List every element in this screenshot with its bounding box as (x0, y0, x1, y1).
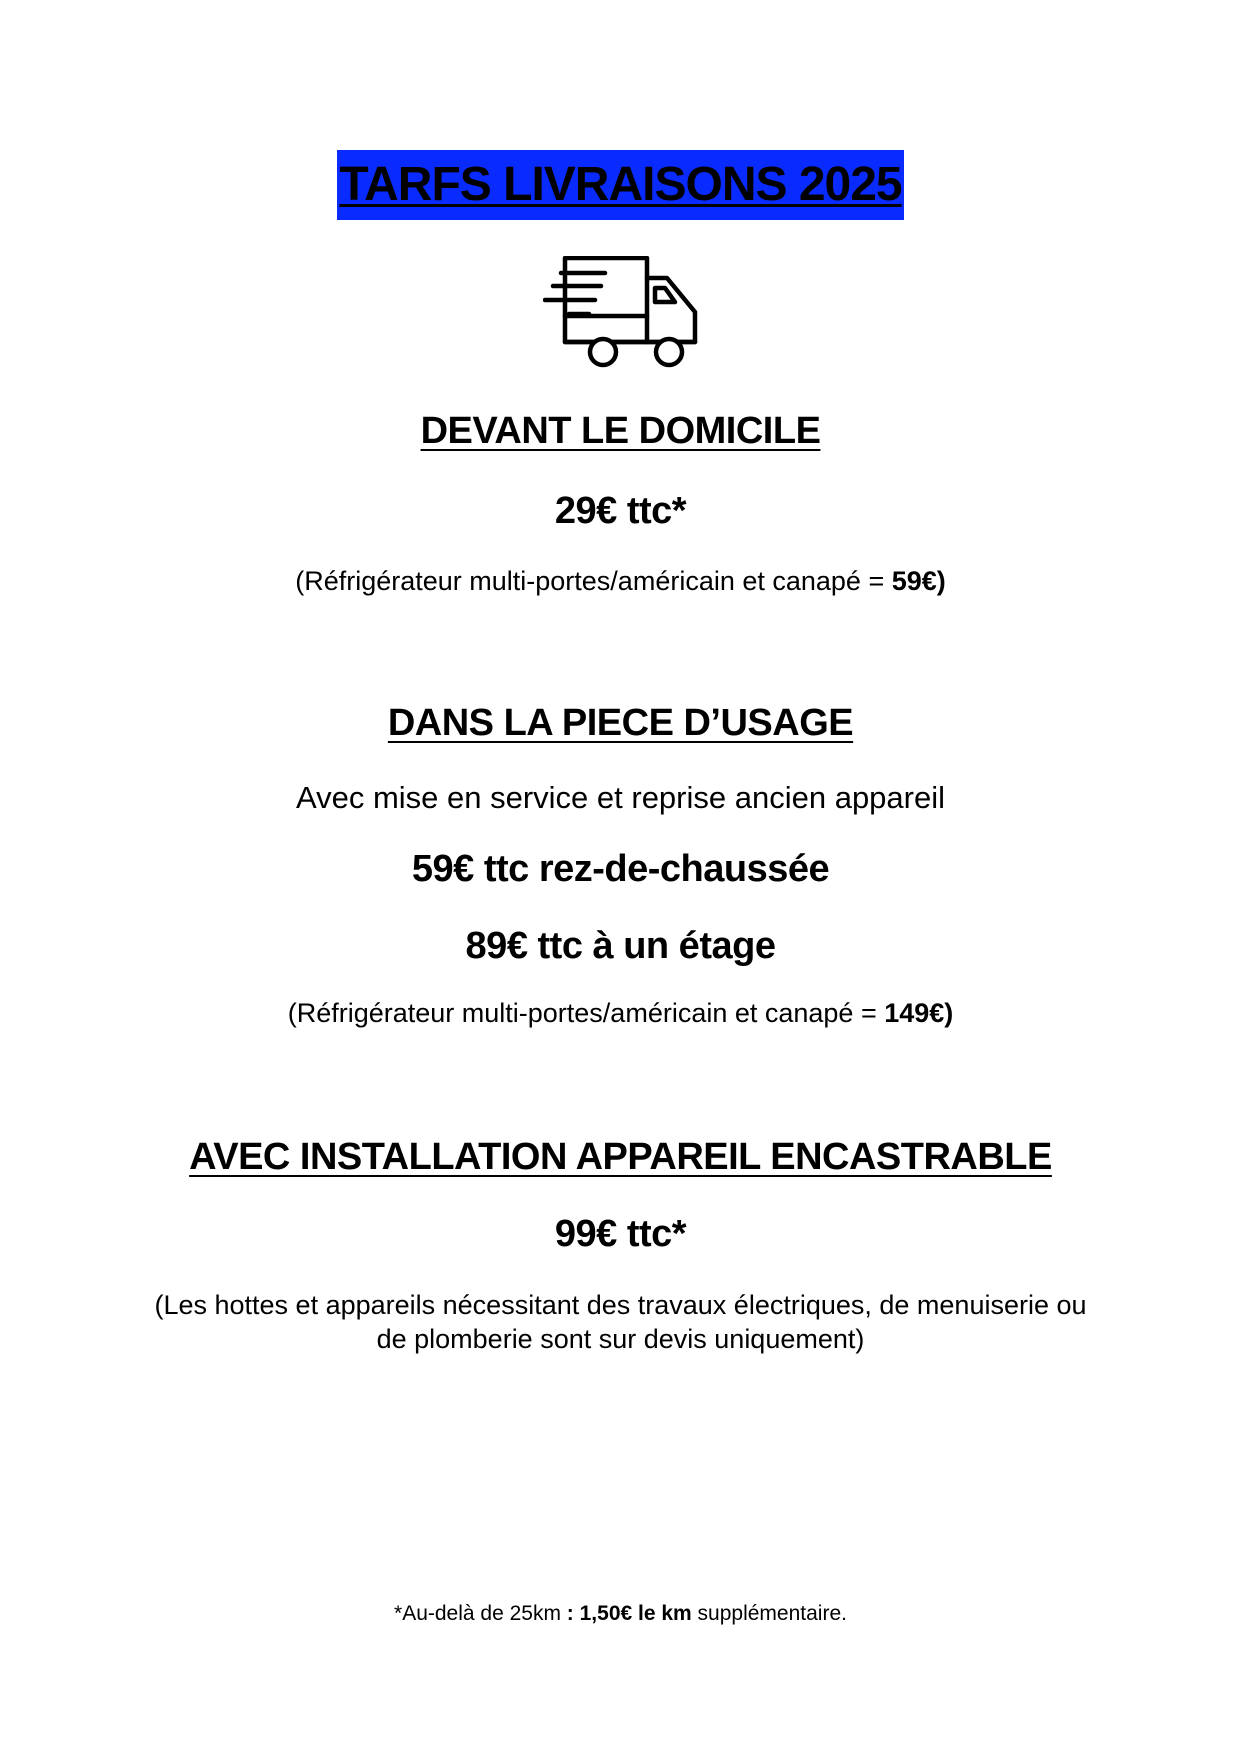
section-home-note-text: (Réfrigérateur multi-portes/américain et canapé = (295, 566, 892, 596)
footnote-prefix: *Au-delà de 25km (394, 1602, 567, 1625)
section-room-heading: DANS LA PIECE D’USAGE (387, 702, 854, 744)
section-home-note (0, 566, 1241, 597)
distance-footnote (0, 1602, 1241, 1626)
section-install-price: 99€ ttc* (554, 1213, 687, 1255)
section-home-price: 29€ ttc* (554, 490, 687, 532)
section-install-heading: AVEC INSTALLATION APPAREIL ENCASTRABLE (189, 1136, 1052, 1178)
section-room-note-text: (Réfrigérateur multi-portes/américain et canapé = (287, 998, 885, 1028)
section-room-price-ground: 59€ ttc rez-de-chaussée (411, 848, 830, 890)
section-room-note-value: 149€) (884, 998, 954, 1028)
footnote-suffix: supplémentaire. (691, 1602, 847, 1625)
page-title (0, 150, 1241, 220)
page-title-text: TARFS LIVRAISONS 2025 (337, 150, 903, 220)
section-home-heading: DEVANT LE DOMICILE (420, 410, 821, 452)
section-room-subtitle: Avec mise en service et reprise ancien appareil (295, 780, 946, 815)
footnote-rate: : 1,50€ le km (566, 1602, 692, 1625)
section-install-note-line2: de plomberie sont sur devis uniquement) (376, 1324, 865, 1354)
section-install-note-line1: (Les hottes et appareils nécessitant des travaux électriques, de menuiserie ou (154, 1290, 1087, 1320)
section-room-price-floor: 89€ ttc à un étage (465, 925, 776, 967)
delivery-truck-icon (543, 256, 703, 372)
section-room-note (0, 998, 1241, 1029)
section-home-note-value: 59€) (891, 566, 946, 596)
